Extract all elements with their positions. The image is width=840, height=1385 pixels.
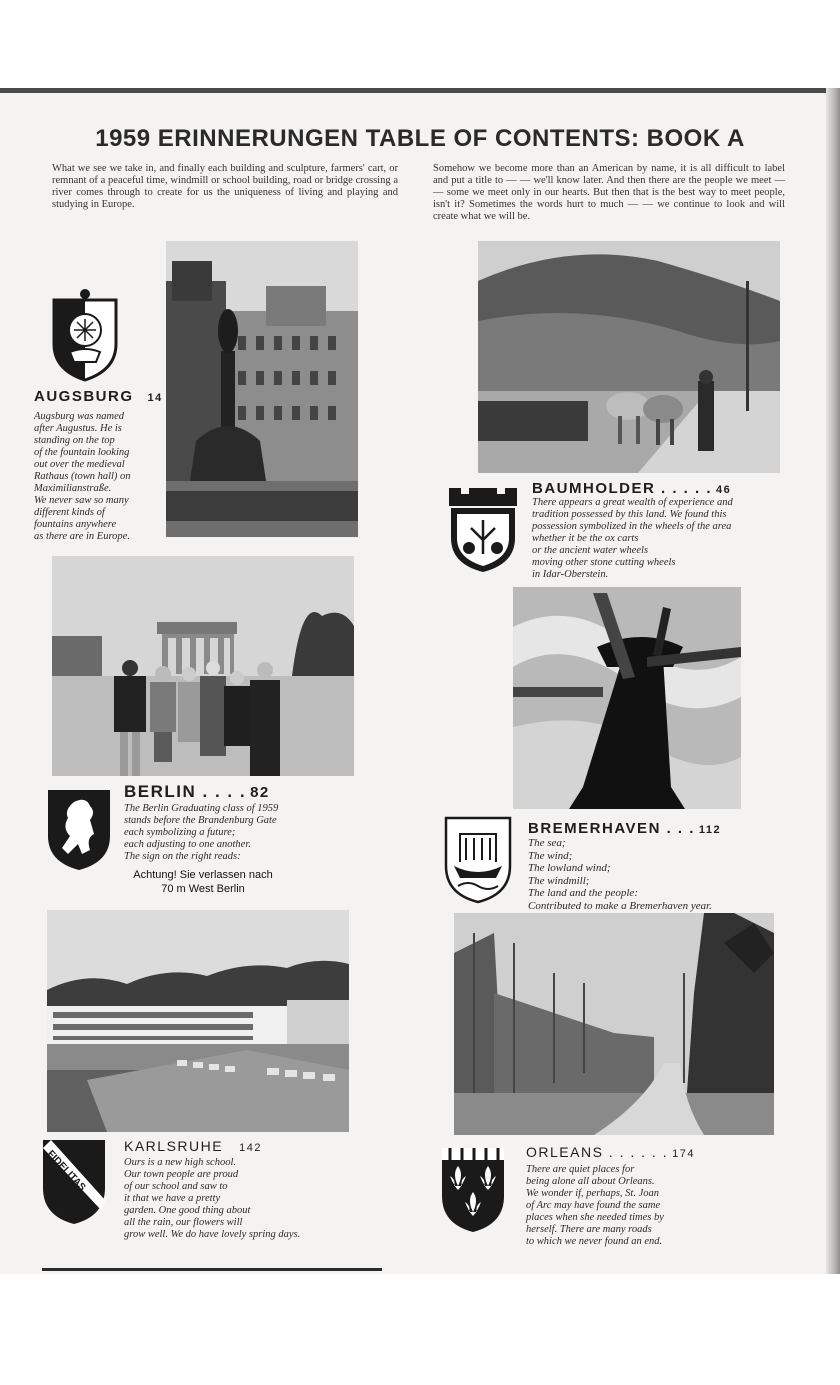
berlin-heading: BERLIN . . . . 82: [124, 782, 270, 801]
baumholder-heading: BAUMHOLDER . . . . . 46: [532, 480, 732, 497]
berlin-caption: The Berlin Graduating class of 1959 stands before the Brandenburg Gate each symbolizing a future; each adjusting to one another. The sign on the right reads:: [124, 803, 279, 862]
baumholder-crest-icon: [447, 484, 519, 574]
baumholder-oxcart-photo: [478, 241, 780, 473]
orleans-caption: There are quiet places for being alone all about Orleans. We wonder if, perhaps, St. Joan of Arc may have found the same places when she needed times by herself. There are many roads to which we never found an end.: [526, 1164, 664, 1247]
karlsruhe-fidelitas-crest-icon: [41, 1138, 107, 1226]
intro-right-text: Somehow we become more than an American by name, it is all difficult to label and put a title to — — we'll know later. And then there are the people we meet — — some we meet only in our hearts. But then that is the best way to meet people, isn't it? Sometimes the words hurt to much — — we continue to look and will create what we will be.: [433, 163, 785, 222]
orleans-road-photo: [454, 913, 774, 1135]
bremerhaven-caption: The sea; The wind; The lowland wind; The windmill; The land and the people: Contributed to make a Bremerhaven year.: [528, 837, 712, 912]
berlin-sign-text: Achtung! Sie verlassen nach 70 m West Berlin: [133, 869, 273, 895]
augsburg-crest-icon: [50, 286, 120, 382]
bottom-rule: [42, 1268, 382, 1271]
page-title: 1959 ERINNERUNGEN TABLE OF CONTENTS: BOOK A: [95, 125, 745, 152]
bremerhaven-heading: BREMERHAVEN . . . 112: [528, 820, 722, 837]
augsburg-caption: Augsburg was named after Augustus. He is standing on the top of the fountain looking out over the medieval Rathaus (town hall) on Maximilianstraße. We never saw so many different kinds of fountains anywhere as there are in Europe.: [34, 411, 131, 542]
augsburg-heading: AUGSBURG 14: [34, 388, 163, 405]
bremerhaven-ship-crest-icon: [444, 816, 512, 904]
berlin-brandenburg-gate-photo: [52, 556, 354, 776]
augsburg-fountain-photo: [166, 241, 358, 537]
baumholder-caption: There appears a great wealth of experience and tradition possessed by this land. We found this possession symbolized in the wheels of the area whether it be the ox carts or the ancient water wheels moving other stone cutting wheels in Idar-Oberstein.: [532, 497, 733, 580]
karlsruhe-school-photo: [47, 910, 349, 1132]
karlsruhe-caption: Ours is a new high school. Our town people are proud of our school and saw to it that we have a pretty garden. One good thing about all the rain, our flowers will grow well. We do have lovely spring days.: [124, 1157, 301, 1240]
orleans-fleur-de-lis-crest-icon: [440, 1146, 506, 1234]
book-spine-shadow: [826, 88, 840, 1274]
intro-left-text: What we see we take in, and finally each building and sculpture, farmers' cart, or remnant of a peaceful time, windmill or school building, road or bridge crossing a river comes through to create for us the uniqueness of living and playing and studying in Europe.: [52, 163, 398, 210]
bremerhaven-windmill-photo: [513, 587, 741, 809]
karlsruhe-heading: KARLSRUHE 142: [124, 1138, 262, 1154]
svg-text:FIDELITAS: FIDELITAS: [44, 1148, 88, 1194]
berlin-bear-crest-icon: [46, 788, 112, 872]
orleans-heading: ORLEANS . . . . . . 174: [526, 1144, 695, 1160]
